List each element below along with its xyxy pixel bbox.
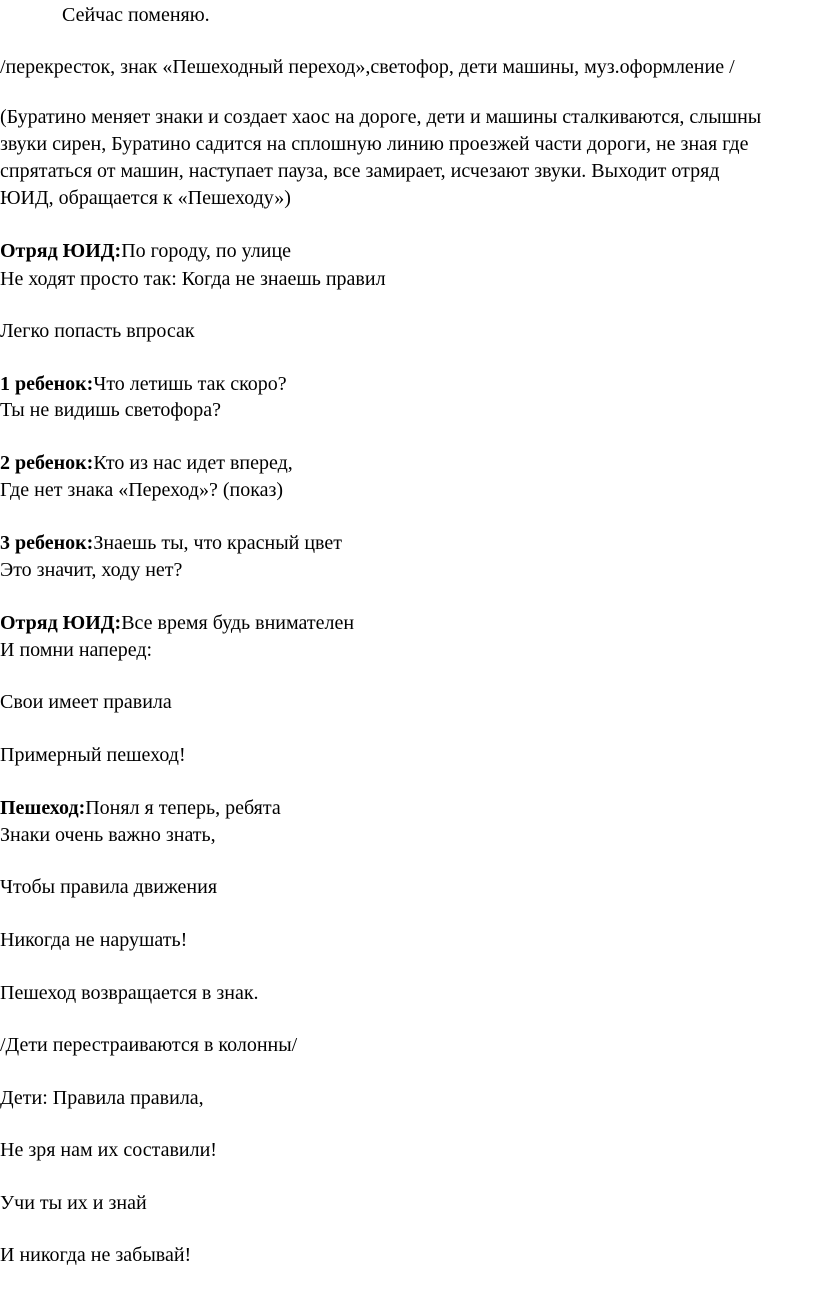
dialogue-text: По городу, по улице [121, 240, 292, 262]
opening-line: Сейчас поменяю. [62, 4, 210, 26]
stage-direction-line-1: (Буратино меняет знаки и создает хаос на дороге, дети и машины сталкиваются, слышны [0, 106, 762, 128]
stage-direction: Пешеход возвращается в знак. [0, 982, 259, 1004]
speaker-label: 1 ребенок: [0, 373, 94, 395]
dialogue-line: Не зря нам их составили! [0, 1139, 217, 1161]
dialogue-line: Легко попасть впросак [0, 320, 195, 342]
dialogue-line: Свои имеет правила [0, 691, 172, 713]
dialogue-line: Это значит, ходу нет? [0, 559, 183, 581]
dialogue-line: И никогда не забывай! [0, 1244, 192, 1266]
speaker-label: Пешеход: [0, 797, 86, 819]
dialogue-line: Чтобы правила движения [0, 876, 218, 898]
dialogue-line [0, 371, 287, 397]
dialogue-line: Учи ты их и знай [0, 1192, 147, 1214]
dialogue-text: Понял я теперь, ребята [85, 797, 281, 819]
speaker-label: 2 ребенок: [0, 452, 94, 474]
dialogue-line [0, 610, 354, 636]
stage-direction-line-4: ЮИД, обращается к «Пешеходу») [0, 187, 291, 209]
dialogue-line: И помни наперед: [0, 639, 153, 661]
stage-direction: /Дети перестраиваются в колонны/ [0, 1034, 298, 1056]
dialogue-line: Знаки очень важно знать, [0, 824, 216, 846]
dialogue-line: Ты не видишь светофора? [0, 399, 222, 421]
dialogue-line: Не ходят просто так: Когда не знаешь правил [0, 268, 386, 290]
dialogue-line [0, 795, 281, 821]
dialogue-text: Все время будь внимателен [121, 612, 355, 634]
dialogue-line [0, 530, 342, 556]
dialogue-text: Знаешь ты, что красный цвет [93, 532, 342, 554]
dialogue-line [0, 238, 291, 264]
stage-direction-scene: /перекресток, знак «Пешеходный переход»,светофор, дети машины, муз.оформление / [0, 56, 735, 78]
speaker-label: Отряд ЮИД: [0, 240, 122, 262]
stage-direction-line-2: звуки сирен, Буратино садится на сплошную линию проезжей части дороги, не зная где [0, 133, 749, 155]
dialogue-text: Что летишь так скоро? [93, 373, 287, 395]
speaker-label: Отряд ЮИД: [0, 612, 122, 634]
dialogue-line: Дети: Правила правила, [0, 1087, 204, 1109]
dialogue-text: Кто из нас идет вперед, [93, 452, 293, 474]
speaker-label: 3 ребенок: [0, 532, 94, 554]
dialogue-line [0, 450, 293, 476]
dialogue-line: Где нет знака «Переход»? (показ) [0, 479, 284, 501]
dialogue-line: Примерный пешеход! [0, 744, 186, 766]
stage-direction-line-3: спрятаться от машин, наступает пауза, все замирает, исчезают звуки. Выходит отряд [0, 160, 720, 182]
dialogue-line: Никогда не нарушать! [0, 929, 188, 951]
